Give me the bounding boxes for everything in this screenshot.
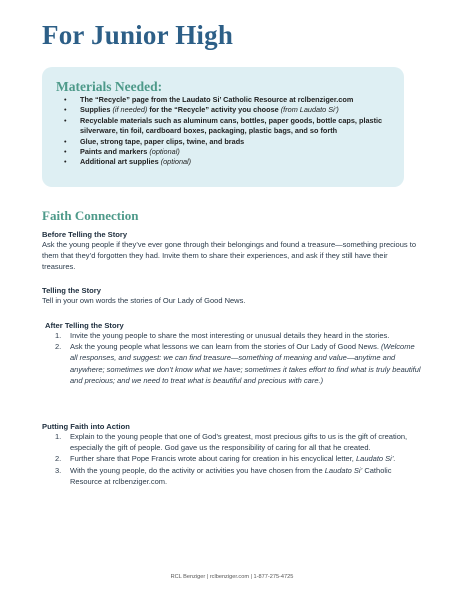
bullet-marker: •	[64, 147, 67, 157]
telling-story-heading: Telling the Story	[42, 286, 101, 295]
text-run: (if needed)	[112, 105, 148, 115]
before-story-heading: Before Telling the Story	[42, 230, 128, 239]
text-run: Additional art supplies	[80, 157, 161, 167]
bullet-marker: •	[64, 157, 67, 167]
list-number: 2.	[55, 342, 62, 352]
materials-box	[42, 67, 404, 187]
list-item	[64, 157, 402, 167]
text-run: Invite the young people to share the most interesting or unusual details they heard in the stories.	[70, 331, 390, 340]
text-run: Laudato Si’	[324, 465, 363, 475]
bullet-marker: •	[64, 115, 67, 125]
text-run: The “Recycle” page from the Laudato Si’ Catholic Resource at rclbenziger.com	[80, 95, 354, 104]
text-run: With the young people, do the activity or activities you have chosen from the	[70, 465, 325, 475]
list-item	[55, 465, 423, 487]
page-title: For Junior High	[42, 20, 234, 50]
text-run: (Welcome all responses, and suggest: we can find treasure—something of meaning and value—anytime and anywhere; sometimes we don’t know what we have; sometimes it takes effort to find what is truly beautiful and precious; and we need to treat what is beautiful and precious with care.)	[70, 342, 421, 385]
faith-connection-heading: Faith Connection	[42, 208, 139, 223]
action-list	[55, 431, 423, 487]
list-item	[55, 453, 423, 464]
text-run: Explain to the young people that one of God’s greatest, most precious gifts to us is the gift of creation, especially the gift of people. God gave us the responsibility of caring for all that he created.	[70, 432, 408, 453]
list-number: 2.	[55, 454, 62, 464]
list-item	[64, 116, 402, 137]
text-run: Catholic Resource at rclbenziger.com.	[70, 465, 392, 486]
action-heading: Putting Faith into Action	[42, 422, 130, 431]
list-item	[64, 147, 402, 157]
telling-story-text: Tell in your own words the stories of Our Lady of Good News.	[42, 296, 246, 305]
text-run: Laudato Si’.	[355, 454, 396, 464]
after-story-list	[55, 330, 423, 386]
after-story-heading: After Telling the Story	[45, 321, 124, 330]
list-item	[64, 137, 402, 147]
list-number: 1.	[55, 432, 62, 441]
text-run: (from Laudato Si’)	[280, 105, 339, 115]
text-run: Ask the young people what lessons we can learn from the stories of Our Lady of Good News.	[70, 342, 381, 352]
list-item	[64, 105, 402, 115]
before-story-text: Ask the young people if they’ve ever gone through their belongings and found a treasure—something precious to them that they’d forgotten they had. Invite them to share their experiences, and ask if they still have their treasures.	[42, 240, 416, 272]
text-run: (optional)	[149, 147, 180, 157]
text-run: Recyclable materials such as aluminum cans, bottles, paper goods, bottle caps, plastic silverware, tin foil, cardboard boxes, packaging, plastic bags, and so forth	[80, 115, 383, 136]
list-number: 1.	[55, 331, 62, 340]
list-item	[55, 431, 423, 453]
text-run: Glue, strong tape, paper clips, twine, and brads	[80, 136, 245, 146]
text-run: for the “Recycle” activity you choose	[147, 105, 281, 115]
text-run: Further share that Pope Francis wrote about caring for creation in his encyclical letter,	[70, 454, 356, 464]
list-number: 3.	[55, 465, 62, 475]
materials-heading: Materials Needed:	[56, 79, 163, 94]
bullet-marker: •	[64, 105, 67, 115]
materials-list	[64, 95, 402, 168]
text-run: Supplies	[80, 105, 113, 115]
list-item	[55, 341, 423, 386]
footer: RCL Benziger | rclbenziger.com | 1-877-275-4725	[170, 574, 294, 580]
bullet-marker: •	[64, 95, 67, 104]
bullet-marker: •	[64, 136, 67, 146]
list-item	[55, 330, 423, 341]
text-run: (optional)	[160, 157, 192, 167]
list-item	[64, 95, 402, 105]
text-run: Paints and markers	[80, 147, 150, 157]
